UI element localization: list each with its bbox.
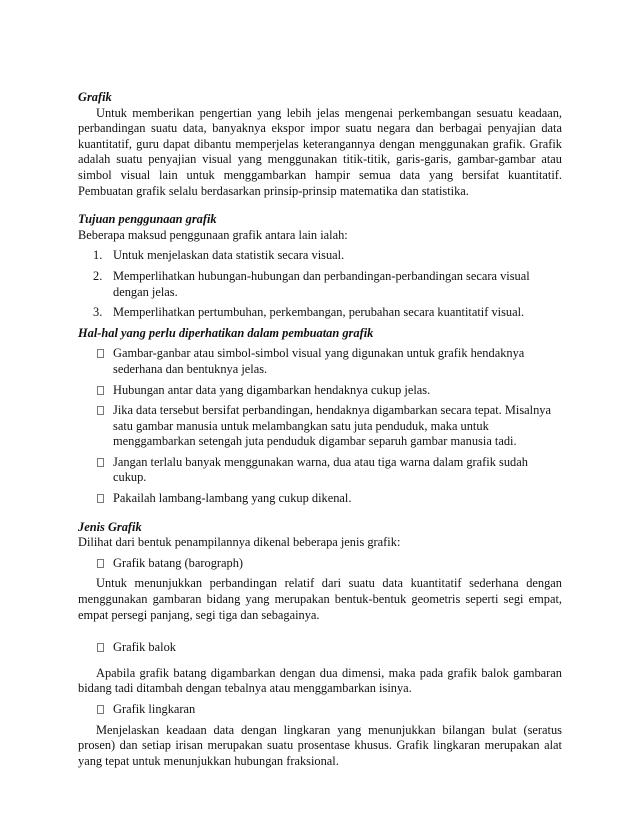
section-title-tujuan: Tujuan penggunaan grafik xyxy=(78,212,217,227)
list-item: 2. Memperlihatkan hubungan-hubungan dan perbandingan-perbandingan secara visual dengan jelas. xyxy=(93,268,530,299)
type-item-batang: Grafik batang (barograph) xyxy=(78,556,562,572)
bullet-box-icon xyxy=(97,643,104,652)
bullet-box-icon xyxy=(97,386,104,395)
list-item: Pakailah lambang-lambang yang cukup dikenal. xyxy=(78,491,562,507)
grafik-paragraph: Untuk memberikan pengertian yang lebih jelas mengenai perkembangan sesuatu keadaan, perbandingan suatu data, banyaknya ekspor impor suatu negara dan berbagai penyajian data kuantitatif, guru dapat dibantu memperjelas keterangannya dengan menggunakan grafik. Grafik adalah suatu penyajian visual yang menggunakan titik-titik, garis-garis, gambar-gambar atau simbol visual lain untuk menggambarkan hampir semua data yang bersifat kuantitatif. Pembuatan grafik selalu berdasarkan prinsip-prinsip matematika dan statistika. xyxy=(78,105,562,198)
hal-hal-list xyxy=(78,346,562,506)
bullet-box-icon xyxy=(97,458,104,467)
list-item: Hubungan antar data yang digambarkan hendaknya cukup jelas. xyxy=(78,383,562,399)
document-page xyxy=(78,90,562,769)
bullet-box-icon xyxy=(97,705,104,714)
jenis-intro: Dilihat dari bentuk penampilannya dikenal beberapa jenis grafik: xyxy=(78,535,401,550)
type-item-balok: Grafik balok xyxy=(78,640,562,656)
bullet-box-icon xyxy=(97,559,104,568)
section-title-jenis: Jenis Grafik xyxy=(78,519,142,534)
list-item: Gambar-ganbar atau simbol-simbol visual yang digunakan untuk grafik hendaknya sederhana dan bentuknya jelas. xyxy=(78,346,562,377)
list-item: Jika data tersebut bersifat perbandingan, hendaknya digambarkan secara tepat. Misalnya satu gambar manusia untuk melambangkan satu juta penduduk, maka untuk menggambarkan setengah juta penduduk digambar separuh gambar manusia tadi. xyxy=(78,403,562,450)
bullet-box-icon xyxy=(97,349,104,358)
type-desc-batang: Untuk menunjukkan perbandingan relatif dari suatu data kuantitatif sederhana dengan menggunakan gambaran bidang yang merupakan bentuk-bentuk geometris seperti segi empat, empat persegi panjang, segi tiga dan sebagainya. xyxy=(78,576,562,622)
type-item-lingkaran: Grafik lingkaran xyxy=(78,702,562,718)
type-desc-balok: Apabila grafik batang digambarkan dengan dua dimensi, maka pada grafik balok gambaran bidang tadi ditambah dengan tebalnya atau menggambarkan isinya. xyxy=(78,665,562,696)
tujuan-intro: Beberapa maksud penggunaan grafik antara lain ialah: xyxy=(78,227,348,242)
list-item: Jangan terlalu banyak menggunakan warna, dua atau tiga warna dalam grafik sudah cukup. xyxy=(78,455,562,486)
section-title-grafik: Grafik xyxy=(78,90,112,104)
bullet-box-icon xyxy=(97,494,104,503)
tujuan-list xyxy=(78,248,562,320)
bullet-box-icon xyxy=(97,406,104,415)
list-item: 3. Memperlihatkan pertumbuhan, perkembangan, perubahan secara kuantitatif visual. xyxy=(93,305,525,320)
list-item: 1. Untuk menjelaskan data statistik secara visual. xyxy=(93,248,345,263)
type-desc-lingkaran: Menjelaskan keadaan data dengan lingkaran yang menunjukkan bilangan bulat (seratus prosen) dan setiap irisan merupakan suatu prosentase khusus. Grafik lingkaran merupakan alat yang tepat untuk menunjukkan hubungan fraksional. xyxy=(78,722,562,768)
section-title-hal-hal: Hal-hal yang perlu diperhatikan dalam pembuatan grafik xyxy=(78,325,374,340)
